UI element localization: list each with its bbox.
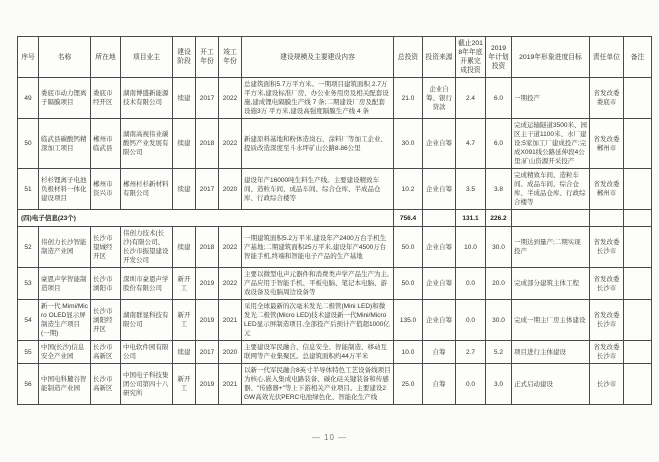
cell-start-year: 2018	[196, 227, 219, 268]
cell-seq: 53	[18, 268, 39, 300]
table-row-50	[18, 119, 652, 169]
projects-table	[17, 36, 652, 405]
cell-owner: 湖南群显科技有限公司	[121, 300, 173, 341]
cell-content: 主要以微型电声元器件和消费类声学产品生产为主,产品应用于智能手机、平板电脑、笔记本电脑、游戏设备及电脑周边设备等	[242, 268, 394, 300]
cell-seq: 56	[18, 364, 39, 405]
cell-done-2018: 0.0	[456, 300, 486, 341]
section-funding-source	[423, 210, 456, 227]
cell-location: 长沙市浏阳经开区	[91, 300, 121, 341]
cell-location: 娄底市经开区	[91, 78, 121, 119]
header-content: 建设规模及主要建设内容	[242, 37, 394, 78]
section-unit	[590, 210, 624, 227]
cell-done-2018: 2.4	[456, 78, 486, 119]
header-plan-2019: 2019年计划投资	[486, 37, 512, 78]
cell-done-2018: 4.7	[456, 119, 486, 169]
cell-note	[624, 227, 652, 268]
cell-responsible-unit: 省发改委 郴州市	[590, 169, 624, 210]
cell-name: 豪恩声学智能制造项目	[39, 268, 91, 300]
cell-done-2018: 3.5	[456, 169, 486, 210]
cell-name: 新一代 Mimi/Micro OLED显示屏制造生产项目(一期)	[39, 300, 91, 341]
cell-total-investment: 25.0	[394, 364, 423, 405]
cell-owner: 伟创力技术(长沙)有限公司、长沙市振望建设开发公司	[121, 227, 173, 268]
section-label: (四)电子信息(23个)	[18, 210, 394, 227]
cell-name: 伟创力长沙智能制造产业园	[39, 227, 91, 268]
section-plan-2019: 226.2	[486, 210, 512, 227]
cell-owner: 中国电子科技集团公司第四十八研究所	[121, 364, 173, 405]
cell-note	[624, 119, 652, 169]
cell-funding-source: 企业自筹	[423, 169, 456, 210]
cell-responsible-unit: 长沙市	[590, 364, 624, 405]
cell-owner: 深圳市豪恩声学股份有限公司	[121, 268, 173, 300]
cell-content: 总建筑面积5.7万平方米。一期项目建筑面积 2.7万平方米,建设标准厂房、办公业务用房及相关配套设施,建成锂电隔膜生产线 7 条;二期建设厂房及配套设施3万 平方米,建设高强度隔膜生产线 4 条	[242, 78, 394, 119]
cell-plan-2019: 20.0	[486, 268, 512, 300]
cell-content: 一期建筑面积5.2万平米,建设年产2400万台手机生产基地;二期建筑面积25万平米,建设年产4500万台智能手机,终端和智能电子产品的生产基地	[242, 227, 394, 268]
cell-done-2018: 0.0	[456, 268, 486, 300]
table-row-52	[18, 227, 652, 268]
cell-end-year: 2021	[219, 300, 242, 341]
cell-total-investment: 10.2	[394, 169, 423, 210]
cell-target-2019: 完成精致车间、造粒车间、成品车间、综合仓库、半成品仓库、行政综合楼等	[512, 169, 590, 210]
cell-plan-2019: 3.0	[486, 364, 512, 405]
cell-content: 建设年产16000吨生料生产线。主要建设精致车间、造粒车间、成品车间、综合仓库、半成品仓库、行政综合楼等	[242, 169, 394, 210]
header-location: 所在地	[91, 37, 121, 78]
cell-stage: 续建	[173, 119, 196, 169]
cell-content: 新建原料基地和粉体造岗石、涂料厂等加工企业、提质改造深度至斗水坪矿山公路8.86公里	[242, 119, 394, 169]
cell-end-year: 2020	[219, 169, 242, 210]
cell-funding-source: 企业自筹	[423, 119, 456, 169]
cell-responsible-unit: 省发改委 郴州市	[590, 119, 624, 169]
cell-name: 娄底市动力锂离子隔膜项目	[39, 78, 91, 119]
header-total-investment: 总投资	[394, 37, 423, 78]
cell-content: 主要建设军民融合、信息安全、智能制造、移动互联网等产业集聚区。总建筑面积约44万平米	[242, 341, 394, 364]
header-responsible-unit: 责任单位	[590, 37, 624, 78]
cell-start-year: 2017	[196, 341, 219, 364]
cell-stage: 新开工	[173, 300, 196, 341]
section-done-2018: 131.1	[456, 210, 486, 227]
cell-stage: 新开工	[173, 268, 196, 300]
cell-seq: 52	[18, 227, 39, 268]
cell-target-2019: 项目进行主体建设	[512, 341, 590, 364]
cell-target-2019: 一期投产	[512, 78, 590, 119]
cell-plan-2019: 6.0	[486, 119, 512, 169]
header-stage: 建设阶段	[173, 37, 196, 78]
cell-owner: 湖南高视伟业碳酸钙产业发展有限公司	[121, 119, 173, 169]
cell-end-year: 2020	[219, 341, 242, 364]
cell-note	[624, 268, 652, 300]
cell-location: 长沙市高新区	[91, 341, 121, 364]
cell-target-2019: 一期达到量产;二期实现投产	[512, 227, 590, 268]
cell-seq: 54	[18, 300, 39, 341]
cell-stage: 续建	[173, 169, 196, 210]
cell-responsible-unit: 省发改委 长沙市	[590, 268, 624, 300]
cell-note	[624, 300, 652, 341]
cell-total-investment: 21.0	[394, 78, 423, 119]
cell-content: 采用全球最新的次毫米发光二极管(Mini LED)和微发光二极管(Micro LED)技术建设新一代Mini/Micro LED显示屏制造项目,全部投产后预计产值超1000亿元	[242, 300, 394, 341]
cell-owner: 湖南博盛新能源技术有限公司	[121, 78, 173, 119]
section-note	[624, 210, 652, 227]
cell-seq: 55	[18, 341, 39, 364]
cell-note	[624, 78, 652, 119]
cell-done-2018: 10.0	[456, 227, 486, 268]
section-row-electronics	[18, 210, 652, 227]
table-row-54	[18, 300, 652, 341]
cell-responsible-unit: 省发改委 长沙市	[590, 227, 624, 268]
cell-content: 以新一代军民融合8英寸半导体特色工艺设备线项目为核心,嵌入集成电路装备、碳化硅关键装备和传感器、"传感器+"等上下游相关产业项目。主要建设2GW高效光伏PERC电池绿色化、智能化生产线	[242, 364, 394, 405]
cell-plan-2019: 3.8	[486, 169, 512, 210]
cell-start-year: 2019	[196, 268, 219, 300]
header-note: 备注	[624, 37, 652, 78]
cell-name: 中国电科麓谷智能制造产业园	[39, 364, 91, 405]
cell-note	[624, 341, 652, 364]
cell-done-2018: 0.0	[456, 364, 486, 405]
table-row-51	[18, 169, 652, 210]
cell-start-year: 2019	[196, 300, 219, 341]
cell-stage: 续建	[173, 227, 196, 268]
cell-end-year: 2022	[219, 268, 242, 300]
table-header-row	[18, 37, 652, 78]
cell-location: 郴州市资兴市	[91, 169, 121, 210]
table-row-53	[18, 268, 652, 300]
page-number: — 10 —	[311, 433, 348, 442]
cell-total-investment: 10.0	[394, 341, 423, 364]
header-start-year: 开工年份	[196, 37, 219, 78]
cell-plan-2019: 30.0	[486, 300, 512, 341]
cell-stage: 新开工	[173, 364, 196, 405]
cell-target-2019: 正式启动建设	[512, 364, 590, 405]
cell-location: 长沙市浏阳市	[91, 268, 121, 300]
table-row-49	[18, 78, 652, 119]
cell-start-year: 2019	[196, 364, 219, 405]
cell-seq: 51	[18, 169, 39, 210]
cell-total-investment: 50.0	[394, 268, 423, 300]
header-funding-source: 投资来源	[423, 37, 456, 78]
header-seq: 序号	[18, 37, 39, 78]
cell-plan-2019: 5.2	[486, 341, 512, 364]
cell-responsible-unit: 省发改委 娄底市	[590, 78, 624, 119]
cell-end-year: 2022	[219, 119, 242, 169]
cell-done-2018: 2.7	[456, 341, 486, 364]
cell-funding-source: 企业自筹	[423, 227, 456, 268]
header-name: 名称	[39, 37, 91, 78]
cell-owner: 郴州杉杉新材料有限公司	[121, 169, 173, 210]
cell-start-year: 2017	[196, 169, 219, 210]
cell-seq: 50	[18, 119, 39, 169]
header-end-year: 竣工年份	[219, 37, 242, 78]
cell-funding-source: 企业自筹	[423, 268, 456, 300]
cell-end-year: 2021	[219, 364, 242, 405]
cell-funding-source: 自筹	[423, 364, 456, 405]
cell-owner: 中电软件园有限公司	[121, 341, 173, 364]
cell-funding-source: 企业自筹、银行贷款	[423, 78, 456, 119]
cell-location: 长沙市高新区	[91, 364, 121, 405]
cell-start-year: 2017	[196, 78, 219, 119]
cell-stage: 续建	[173, 341, 196, 364]
header-target-2019: 2019年形象进度目标	[512, 37, 590, 78]
cell-plan-2019: 30.0	[486, 227, 512, 268]
cell-location: 长沙市望城经开区	[91, 227, 121, 268]
cell-end-year: 2022	[219, 78, 242, 119]
cell-total-investment: 135.0	[394, 300, 423, 341]
header-owner: 项目业主	[121, 37, 173, 78]
cell-note	[624, 169, 652, 210]
cell-location: 郴州市临武县	[91, 119, 121, 169]
header-done-2018: 截止2018年年底开累完成投资	[456, 37, 486, 78]
table-row-55	[18, 341, 652, 364]
cell-start-year: 2018	[196, 119, 219, 169]
cell-responsible-unit: 省发改委 长沙市	[590, 341, 624, 364]
cell-target-2019: 完成一期主厂房主体建设	[512, 300, 590, 341]
cell-funding-source: 自筹	[423, 341, 456, 364]
cell-end-year: 2022	[219, 227, 242, 268]
section-total-investment: 756.4	[394, 210, 423, 227]
cell-name: 临武县碳酸钙精深加工项目	[39, 119, 91, 169]
table-row-56	[18, 364, 652, 405]
cell-responsible-unit: 省发改委 长沙市	[590, 300, 624, 341]
cell-stage: 续建	[173, 78, 196, 119]
cell-target-2019: 完成部分建筑主体工程	[512, 268, 590, 300]
section-target	[512, 210, 590, 227]
cell-note	[624, 364, 652, 405]
cell-total-investment: 30.0	[394, 119, 423, 169]
cell-name: 中国(长沙)信息安全产业园	[39, 341, 91, 364]
cell-name: 杉杉锂离子电池负极材料一体化建设项目	[39, 169, 91, 210]
cell-target-2019: 完成运输隧道3500米、园区主干道1100米、水厂建设;5家加工厂建成投产;完成X091线公路延伸段4公里;矿山资源开采投产	[512, 119, 590, 169]
cell-plan-2019: 6.0	[486, 78, 512, 119]
cell-seq: 49	[18, 78, 39, 119]
cell-funding-source: 企业自筹	[423, 300, 456, 341]
cell-total-investment: 50.0	[394, 227, 423, 268]
